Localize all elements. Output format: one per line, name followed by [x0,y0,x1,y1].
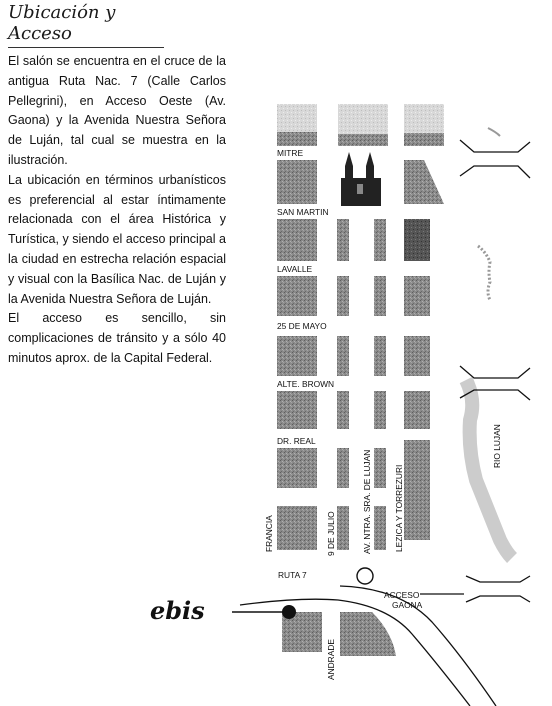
page-title: Ubicación y Acceso [8,2,164,48]
blocks-row-3 [277,219,430,261]
street-lezica-y-torrezuri: LEZICA Y TORREZURI [394,464,404,552]
street-andrade: ANDRADE [326,639,336,680]
street-acceso: ACCESO [384,590,420,600]
street-lavalle: LAVALLE [277,264,313,274]
street-alte-brown: ALTE. BROWN [277,379,335,389]
basilica-icon [341,152,381,206]
street-ruta-7: RUTA 7 [278,570,307,580]
paragraph-1: El salón se encuentra en el cruce de la antigua Ruta Nac. 7 (Calle Carlos Pellegrini), en Acceso Oeste (Av. Gaona) y la Avenida Nuestra Señora de Luján, tal cual se muestra en la ilustración. [8,54,226,167]
blocks-row-6 [277,391,430,429]
paragraph-3: El acceso es sencillo, sin complicaciones de tránsito y a sólo 40 minutos aprox. de la Capital Federal. [8,311,226,365]
blocks-row-4 [277,276,430,316]
logo-text: ebis [150,596,205,625]
roundabout-icon [357,568,373,584]
street-francia: FRANCIA [264,515,274,552]
street-ntra-sra-de-lujan: AV. NTRA. SRA. DE LUJAN [362,449,372,554]
street-25-de-mayo: 25 DE MAYO [277,321,327,331]
blocks-row-5 [277,336,430,376]
blocks-row-1 [277,104,444,146]
street-9-de-julio: 9 DE JULIO [326,511,336,556]
paragraph-2: La ubicación en términos urbanísticos es preferencial al estar íntimamente relacionada con el área Histórica y Turística, y siendo el acceso principal a la ciudad en estrecha relación espacial y visual con la Basílica Nac. de Luján y la Avenida Nuestra Señora de Luján. [8,172,226,306]
street-gaona: GAONA [392,600,423,610]
street-mitre: MITRE [277,148,304,158]
street-san-martin: SAN MARTIN [277,207,329,217]
ebis-logo [150,596,284,625]
location-marker [282,605,296,619]
rio-lujan [466,128,512,558]
blocks-south [282,612,396,656]
street-rio-lujan: RIO LUJAN [492,424,502,468]
street-dr-real: DR. REAL [277,436,316,446]
